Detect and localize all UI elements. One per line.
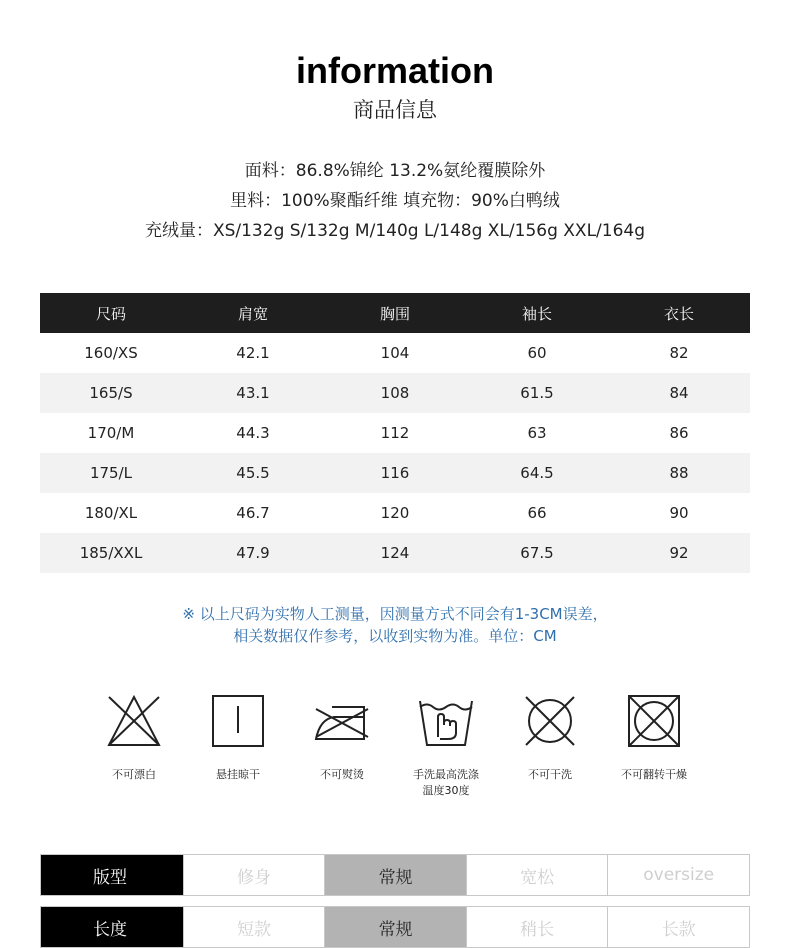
size-table (40, 293, 750, 573)
care-label: 悬挂晾干 (216, 768, 260, 781)
table-row (40, 413, 750, 453)
no-iron-icon (314, 693, 370, 749)
cell-size: 170/M (87, 424, 135, 442)
cell-chest: 108 (380, 384, 410, 402)
fit-option-oversize: oversize (607, 855, 749, 895)
care-label: 不可翻转干燥 (621, 768, 687, 781)
cell-chest: 120 (380, 504, 410, 522)
length-option-slightly-long: 稍长 (466, 907, 608, 947)
cell-chest: 112 (380, 424, 410, 442)
cell-shoulder: 45.5 (236, 464, 270, 482)
cell-shoulder: 43.1 (236, 384, 270, 402)
cell-length: 84 (669, 384, 689, 402)
care-label: 不可漂白 (112, 768, 156, 781)
cell-shoulder: 47.9 (236, 544, 270, 562)
cell-size: 180/XL (84, 504, 138, 522)
spec-fill-weight: 充绒量：XS/132g S/132g M/140g L/148g XL/156g XXL/164g (144, 221, 646, 241)
cell-shoulder: 42.1 (236, 344, 270, 362)
hang-dry-icon (210, 693, 266, 749)
care-item-no-iron (290, 693, 394, 799)
care-item-hang-dry (186, 693, 290, 799)
note-line-1: ※ 以上尺码为实物人工测量，因测量方式不同会有1-3CM误差， (182, 605, 608, 623)
measurement-note (0, 603, 790, 647)
cell-chest: 124 (380, 544, 410, 562)
note-line-2: 相关数据仅作参考，以收到实物为准。单位：CM (233, 627, 557, 645)
header-size: 尺码 (95, 304, 126, 323)
hand-wash-icon (418, 693, 474, 749)
cell-length: 86 (669, 424, 689, 442)
cell-length: 92 (669, 544, 689, 562)
no-bleach-icon (106, 693, 162, 749)
length-scale (40, 906, 750, 948)
size-table-header (40, 293, 750, 333)
header-chest: 胸围 (379, 304, 410, 323)
table-row (40, 333, 750, 373)
table-row (40, 373, 750, 413)
no-tumble-dry-icon (626, 693, 682, 749)
length-option-long: 长款 (607, 907, 749, 947)
cell-chest: 116 (380, 464, 410, 482)
length-option-short: 短款 (183, 907, 325, 947)
cell-length: 88 (669, 464, 689, 482)
page-subtitle: 商品信息 (353, 98, 437, 122)
cell-sleeve: 67.5 (520, 544, 554, 562)
cell-length: 90 (669, 504, 689, 522)
spec-fabric: 面料：86.8%锦纶 13.2%氨纶覆膜除外 (244, 161, 546, 181)
cell-sleeve: 66 (527, 504, 547, 522)
care-instructions (82, 693, 708, 799)
care-item-no-bleach (82, 693, 186, 799)
fit-scale (40, 854, 750, 896)
material-specs (0, 156, 790, 246)
header-sleeve: 袖长 (521, 304, 552, 323)
cell-shoulder: 44.3 (236, 424, 270, 442)
cell-sleeve: 60 (527, 344, 547, 362)
table-row (40, 453, 750, 493)
fit-option-loose: 宽松 (466, 855, 608, 895)
care-item-no-tumble-dry (602, 693, 706, 799)
fit-option-slim: 修身 (183, 855, 325, 895)
length-option-regular: 常规 (324, 907, 466, 947)
page-title: information (296, 50, 494, 91)
cell-chest: 104 (380, 344, 410, 362)
table-row (40, 493, 750, 533)
cell-size: 175/L (89, 464, 133, 482)
cell-sleeve: 61.5 (520, 384, 554, 402)
care-label: 不可干洗 (528, 768, 572, 781)
cell-shoulder: 46.7 (236, 504, 270, 522)
fit-scale-label: 版型 (41, 855, 183, 895)
header-length: 衣长 (663, 304, 694, 323)
care-label: 不可熨烫 (320, 768, 364, 781)
cell-size: 185/XXL (79, 544, 143, 562)
header-shoulder: 肩宽 (237, 304, 268, 323)
table-row (40, 533, 750, 573)
cell-sleeve: 64.5 (520, 464, 554, 482)
length-scale-label: 长度 (41, 907, 183, 947)
cell-size: 165/S (89, 384, 133, 402)
cell-sleeve: 63 (527, 424, 547, 442)
care-item-no-dry-clean (498, 693, 602, 799)
cell-length: 82 (669, 344, 689, 362)
care-label: 手洗最高洗涤温度30度 (413, 768, 479, 797)
fit-option-regular: 常规 (324, 855, 466, 895)
care-item-hand-wash (394, 693, 498, 799)
no-dry-clean-icon (522, 693, 578, 749)
cell-size: 160/XS (84, 344, 138, 362)
spec-lining: 里料：100%聚酯纤维 填充物：90%白鸭绒 (230, 191, 560, 211)
